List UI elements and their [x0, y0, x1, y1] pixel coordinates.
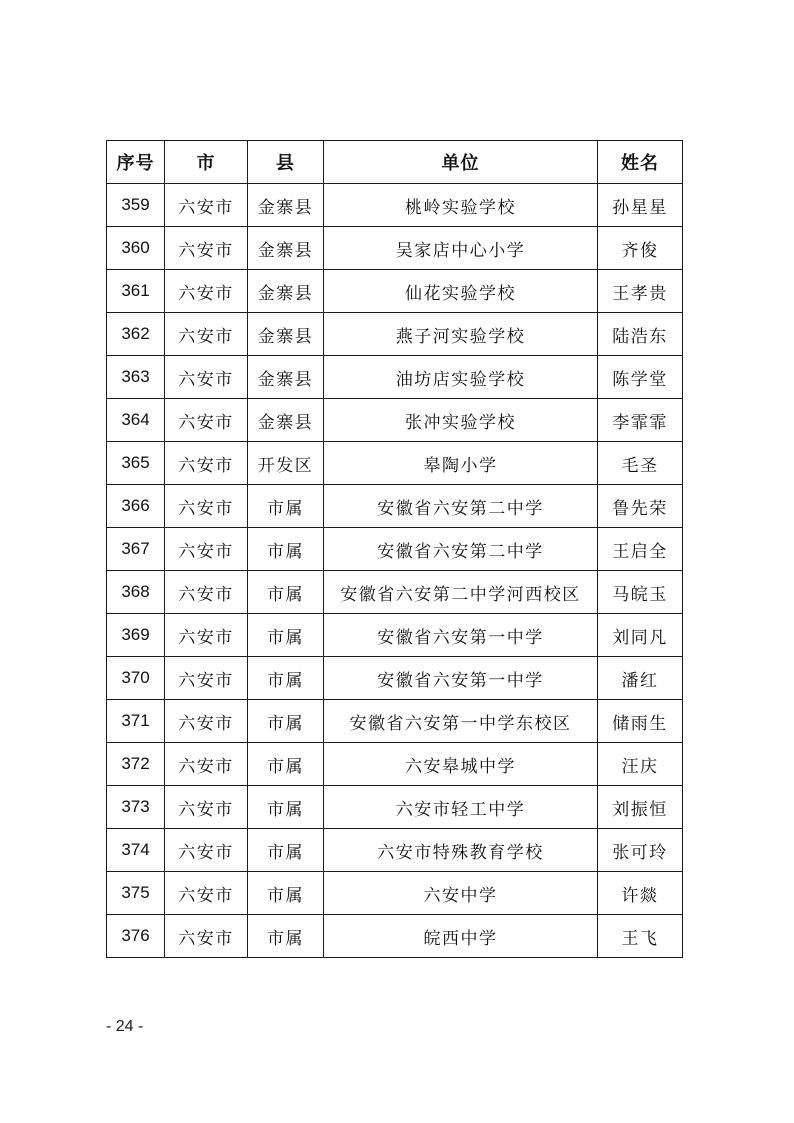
- cell-county: 金寨县: [248, 227, 324, 270]
- cell-name: 陈学堂: [598, 356, 683, 399]
- cell-county: 市属: [248, 571, 324, 614]
- table-row: [107, 442, 683, 485]
- cell-county: 金寨县: [248, 313, 324, 356]
- table-row: [107, 700, 683, 743]
- cell-county: 市属: [248, 485, 324, 528]
- page-number: - 24 -: [106, 1018, 144, 1035]
- cell-name: 毛圣: [598, 442, 683, 485]
- cell-serial-number: 365: [107, 442, 165, 485]
- cell-city: 六安市: [165, 872, 248, 915]
- cell-serial-number: 368: [107, 571, 165, 614]
- table-row: [107, 872, 683, 915]
- cell-county: 市属: [248, 614, 324, 657]
- cell-serial-number: 359: [107, 184, 165, 227]
- cell-county: 金寨县: [248, 270, 324, 313]
- cell-city: 六安市: [165, 227, 248, 270]
- cell-name: 张可玲: [598, 829, 683, 872]
- table-row: [107, 657, 683, 700]
- header-city: 市: [165, 141, 248, 184]
- cell-city: 六安市: [165, 399, 248, 442]
- cell-city: 六安市: [165, 313, 248, 356]
- cell-county: 市属: [248, 872, 324, 915]
- cell-city: 六安市: [165, 442, 248, 485]
- table-row: [107, 528, 683, 571]
- cell-serial-number: 373: [107, 786, 165, 829]
- cell-name: 齐俊: [598, 227, 683, 270]
- header-unit: 单位: [324, 141, 598, 184]
- table-row: [107, 313, 683, 356]
- cell-serial-number: 363: [107, 356, 165, 399]
- cell-serial-number: 372: [107, 743, 165, 786]
- table-row: [107, 786, 683, 829]
- cell-city: 六安市: [165, 356, 248, 399]
- cell-serial-number: 360: [107, 227, 165, 270]
- cell-name: 李霏霏: [598, 399, 683, 442]
- cell-name: 鲁先荣: [598, 485, 683, 528]
- table-body: [107, 184, 683, 958]
- table-header-row: [107, 141, 683, 184]
- cell-serial-number: 362: [107, 313, 165, 356]
- cell-unit: 张冲实验学校: [324, 399, 598, 442]
- cell-serial-number: 369: [107, 614, 165, 657]
- table-row: [107, 829, 683, 872]
- cell-name: 汪庆: [598, 743, 683, 786]
- cell-city: 六安市: [165, 485, 248, 528]
- cell-serial-number: 371: [107, 700, 165, 743]
- cell-name: 刘振恒: [598, 786, 683, 829]
- cell-city: 六安市: [165, 743, 248, 786]
- cell-unit: 皋陶小学: [324, 442, 598, 485]
- cell-unit: 六安皋城中学: [324, 743, 598, 786]
- table-row: [107, 571, 683, 614]
- cell-city: 六安市: [165, 829, 248, 872]
- cell-city: 六安市: [165, 915, 248, 958]
- cell-unit: 六安市轻工中学: [324, 786, 598, 829]
- header-serial-number: 序号: [107, 141, 165, 184]
- cell-unit: 六安中学: [324, 872, 598, 915]
- cell-name: 王启全: [598, 528, 683, 571]
- cell-name: 王飞: [598, 915, 683, 958]
- cell-unit: 吴家店中心小学: [324, 227, 598, 270]
- table-row: [107, 915, 683, 958]
- cell-unit: 安徽省六安第二中学: [324, 485, 598, 528]
- table-row: [107, 743, 683, 786]
- cell-county: 金寨县: [248, 399, 324, 442]
- cell-name: 王孝贵: [598, 270, 683, 313]
- cell-unit: 安徽省六安第一中学: [324, 657, 598, 700]
- cell-serial-number: 364: [107, 399, 165, 442]
- cell-name: 许燚: [598, 872, 683, 915]
- cell-county: 开发区: [248, 442, 324, 485]
- cell-unit: 燕子河实验学校: [324, 313, 598, 356]
- cell-county: 金寨县: [248, 356, 324, 399]
- cell-city: 六安市: [165, 528, 248, 571]
- cell-unit: 仙花实验学校: [324, 270, 598, 313]
- cell-name: 马皖玉: [598, 571, 683, 614]
- cell-city: 六安市: [165, 657, 248, 700]
- cell-name: 刘同凡: [598, 614, 683, 657]
- cell-county: 市属: [248, 786, 324, 829]
- roster-table: [106, 140, 683, 958]
- cell-serial-number: 367: [107, 528, 165, 571]
- table-row: [107, 356, 683, 399]
- table-row: [107, 485, 683, 528]
- cell-serial-number: 370: [107, 657, 165, 700]
- cell-unit: 皖西中学: [324, 915, 598, 958]
- cell-serial-number: 361: [107, 270, 165, 313]
- table-row: [107, 227, 683, 270]
- table-row: [107, 614, 683, 657]
- header-name: 姓名: [598, 141, 683, 184]
- cell-unit: 安徽省六安第二中学河西校区: [324, 571, 598, 614]
- cell-unit: 油坊店实验学校: [324, 356, 598, 399]
- cell-serial-number: 374: [107, 829, 165, 872]
- cell-name: 孙星星: [598, 184, 683, 227]
- cell-county: 市属: [248, 743, 324, 786]
- cell-unit: 桃岭实验学校: [324, 184, 598, 227]
- table-row: [107, 399, 683, 442]
- cell-name: 潘红: [598, 657, 683, 700]
- cell-city: 六安市: [165, 270, 248, 313]
- cell-county: 市属: [248, 700, 324, 743]
- cell-county: 市属: [248, 829, 324, 872]
- cell-county: 市属: [248, 915, 324, 958]
- cell-county: 市属: [248, 528, 324, 571]
- cell-city: 六安市: [165, 184, 248, 227]
- header-county: 县: [248, 141, 324, 184]
- cell-unit: 安徽省六安第一中学东校区: [324, 700, 598, 743]
- cell-city: 六安市: [165, 700, 248, 743]
- table-row: [107, 184, 683, 227]
- cell-county: 金寨县: [248, 184, 324, 227]
- cell-city: 六安市: [165, 571, 248, 614]
- table-row: [107, 270, 683, 313]
- cell-city: 六安市: [165, 614, 248, 657]
- cell-serial-number: 366: [107, 485, 165, 528]
- cell-name: 陆浩东: [598, 313, 683, 356]
- cell-unit: 安徽省六安第一中学: [324, 614, 598, 657]
- cell-city: 六安市: [165, 786, 248, 829]
- cell-serial-number: 375: [107, 872, 165, 915]
- cell-unit: 六安市特殊教育学校: [324, 829, 598, 872]
- cell-name: 储雨生: [598, 700, 683, 743]
- cell-serial-number: 376: [107, 915, 165, 958]
- cell-unit: 安徽省六安第二中学: [324, 528, 598, 571]
- cell-county: 市属: [248, 657, 324, 700]
